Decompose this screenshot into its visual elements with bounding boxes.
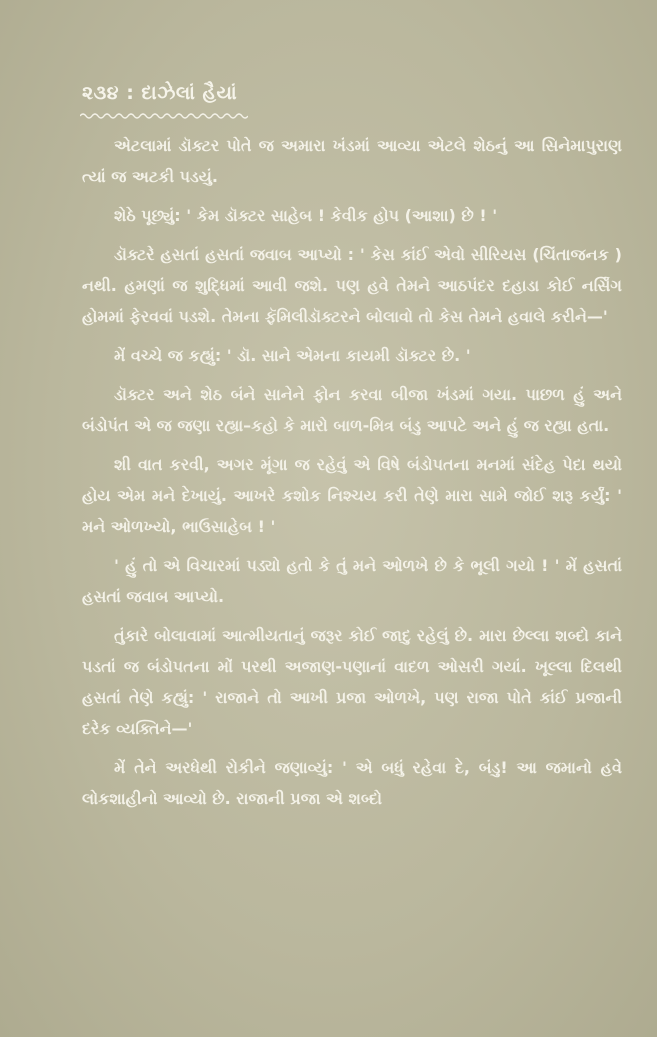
paragraph: ડૉક્ટર અને શેઠ બંને સાનેને ફોન કરવા બીજા ખંડમાં ગયા. પાછળ હું અને બંડોપંત એ જ જણા રહ્યા–કહો કે મારો બાળ-મિત્ર બંડુ આપટે અને હું જ રહ્યા હતા. bbox=[82, 385, 622, 435]
paragraph: ' હું તો એ વિચારમાં પડ્યો હતો કે તું મને ઓળખે છે કે ભૂલી ગયો ! ' મેં હસતાં હસતાં જવાબ આપ્યો. bbox=[82, 556, 622, 606]
paragraph: મેં તેને અરધેથી રોકીને જણાવ્યું: ' એ બધું રહેવા દે, બંડુ! આ જમાનો હવે લોકશાહીનો આવ્યો છે. રાજાની પ્રજા એ શબ્દો bbox=[82, 758, 622, 808]
book-title: દાઝેલાં હૈયાં bbox=[141, 82, 238, 104]
paragraph: શી વાત કરવી, અગર મૂંગા જ રહેવું એ વિષે બંડોપતના મનમાં સંદેહ પેદા થયો હોય એમ મને દેખાયું. આખરે કશોક નિશ્ચય કરી તેણે મારા સામે જોઈ શરૂ કર્યું: ' મને ઓળખ્યો, ભાઉસાહેબ ! ' bbox=[82, 455, 622, 536]
paragraph: ડૉક્ટરે હસતાં હસતાં જવાબ આપ્યો : ' કેસ કાંઈ એવો સીરિયસ (ચિંતાજનક ) નથી. હમણાં જ શુદ્ધિમાં આવી જશે. પણ હવે તેમને આઠપંદર દહાડા કોઈ નર્સિંગ હોમમાં ફેરવવાં પડશે. તેમના ફૅમિલીડૉક્ટરને બોલાવો તો કેસ તેમને હવાલે કરીને—' bbox=[82, 245, 622, 326]
paragraph: એટલામાં ડૉક્ટર પોતે જ અમારા ખંડમાં આવ્યા એટલે શેઠનું આ સિનેમાપુરાણ ત્યાં જ અટકી પડયું. bbox=[82, 136, 622, 186]
wavy-underline bbox=[80, 112, 248, 120]
running-header bbox=[82, 82, 237, 104]
body-text bbox=[82, 130, 622, 822]
paragraph: મેં વચ્ચે જ કહ્યું: ' ડૉ. સાને એમના કાયમી ડૉક્ટર છે. ' bbox=[114, 346, 471, 365]
paragraph: તુંકારે બોલાવામાં આત્મીયતાનું જરૂર કોઈ જાદુ રહેલું છે. મારા છેલ્લા શબ્દો કાને પડતાં જ બંડોપતના મોં પરથી અજાણ-પણાનાં વાદળ ઓસરી ગયાં. ખૂલ્લા દિલથી હસતાં તેણે કહ્યું: ' રાજાને તો આખી પ્રજા ઓળખે, પણ રાજા પોતે કાંઈ પ્રજાની દરેક વ્યક્તિને—' bbox=[82, 626, 622, 738]
paragraph: શેઠે પૂછ્યું: ' કેમ ડૉક્ટર સાહેબ ! કેવીક હોપ (આશા) છે ! ' bbox=[114, 206, 498, 225]
header-separator: : bbox=[119, 82, 142, 104]
page-number: ૨૩૪ bbox=[82, 82, 120, 104]
